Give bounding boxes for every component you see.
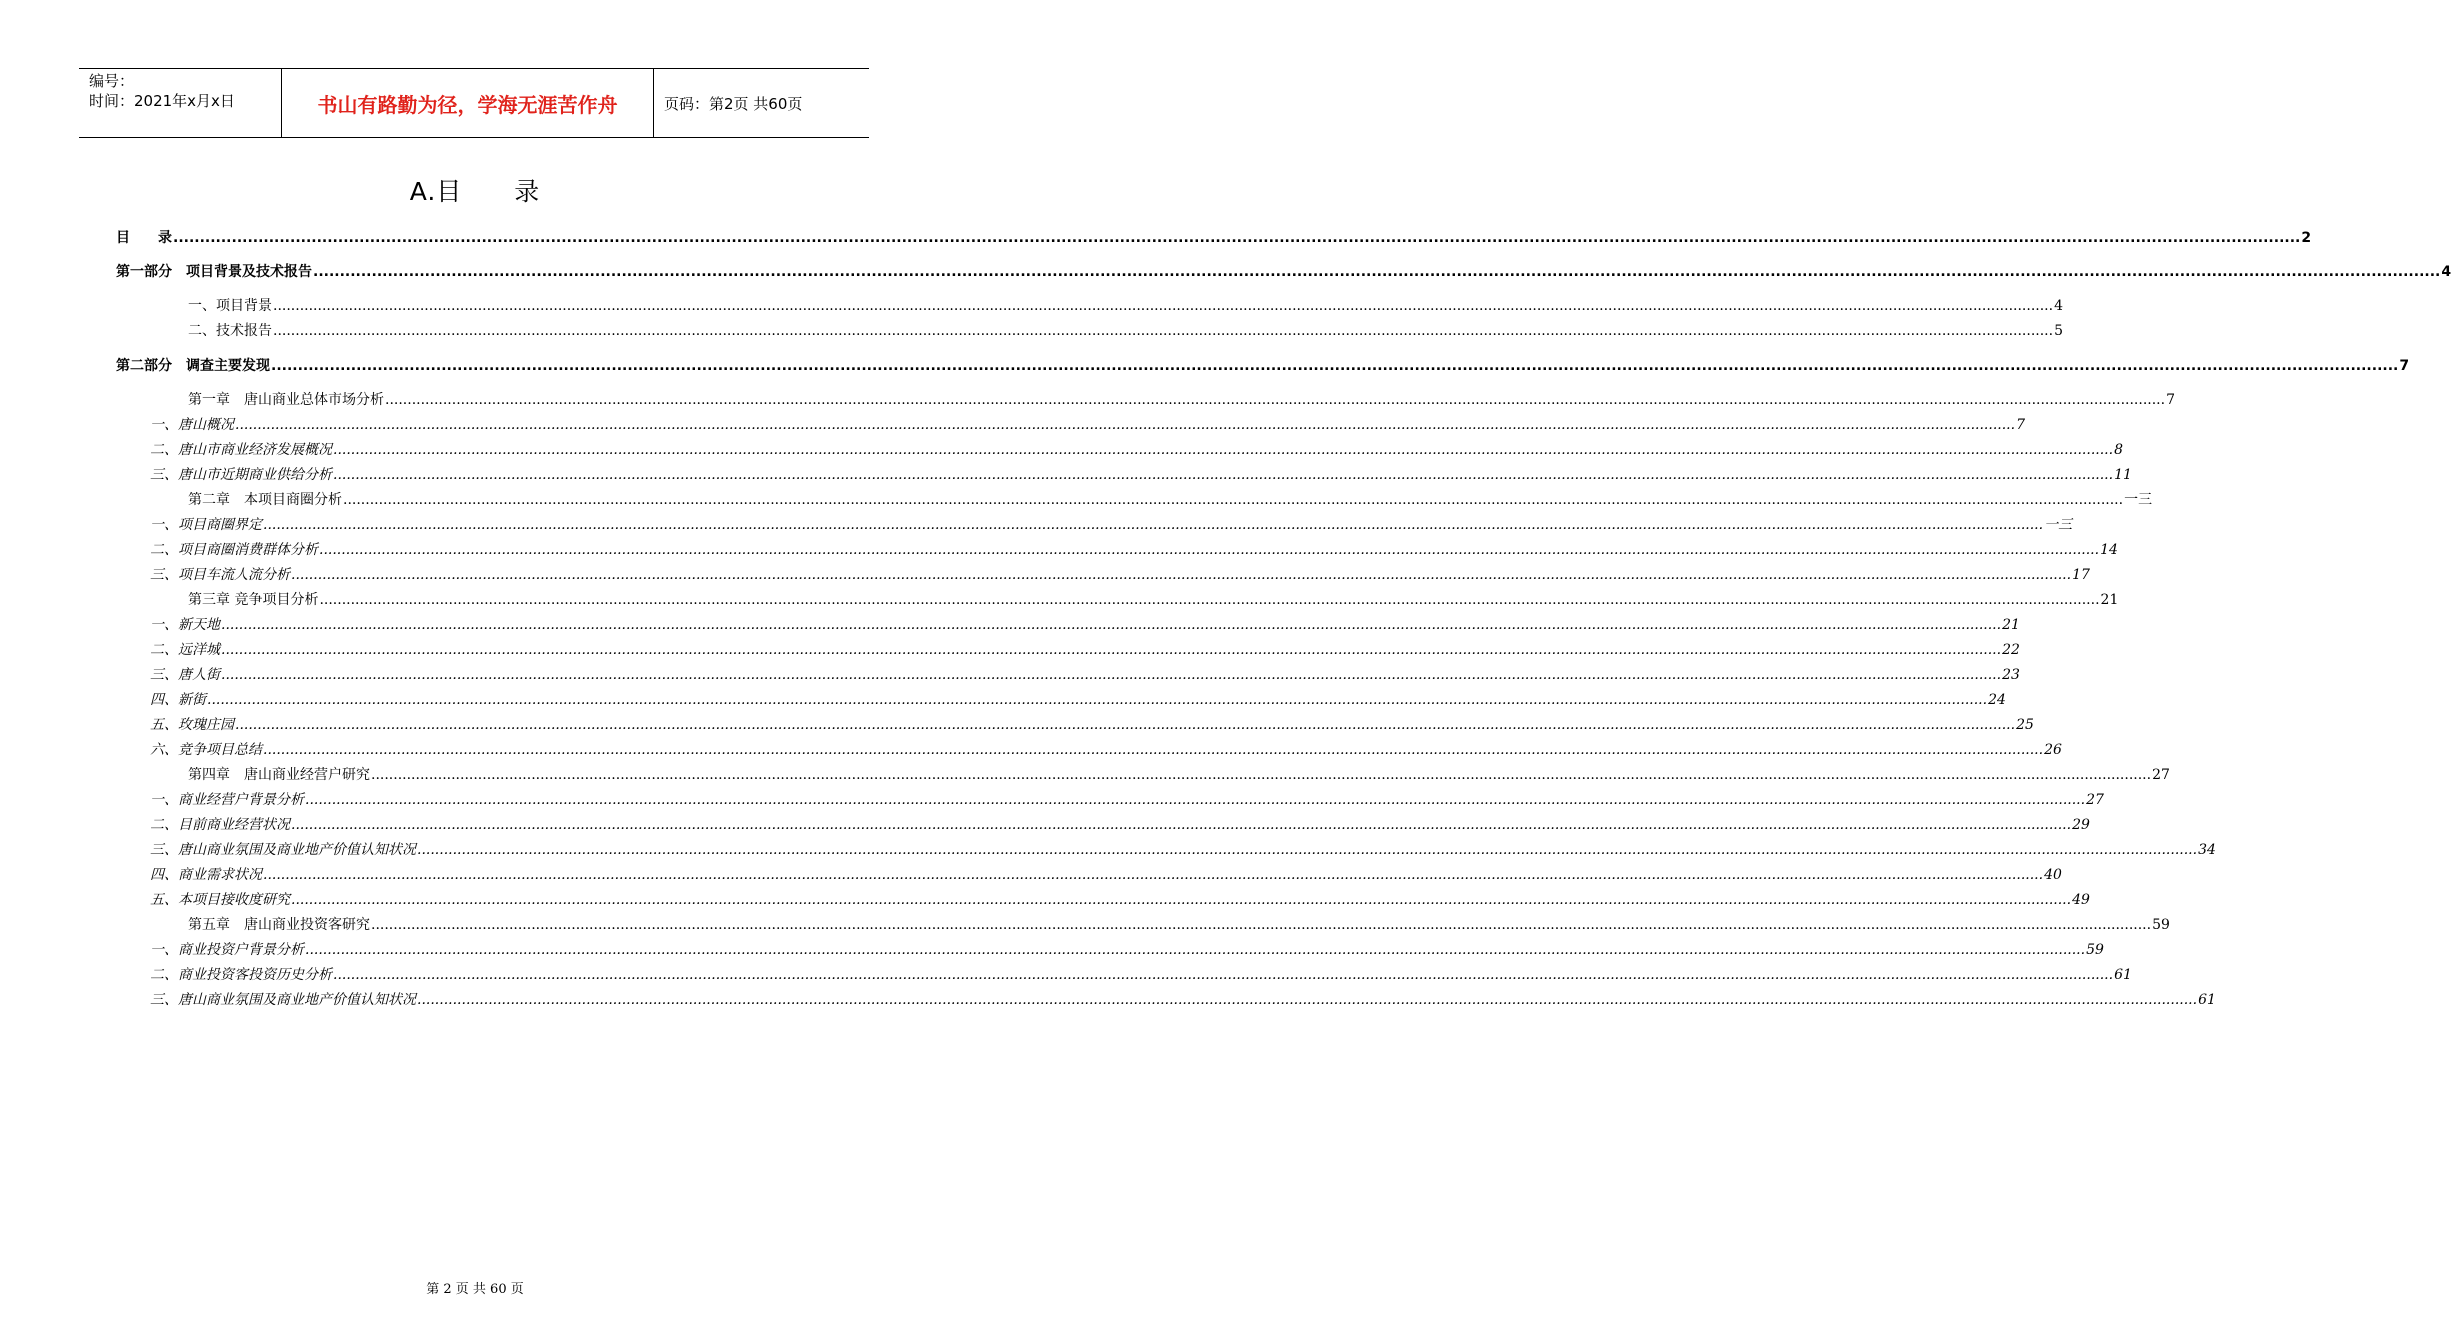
toc-entry-page: 26 (2044, 742, 2062, 758)
toc-entry[interactable] (150, 838, 2216, 862)
toc-leader-dots: ................................................................................................................................................................................................................................................................................................................................................................................................................ (385, 392, 2166, 408)
toc-entry[interactable] (150, 563, 2090, 587)
toc-entry-page: 17 (2072, 567, 2090, 583)
toc-entry-page: 25 (2016, 717, 2034, 733)
toc-entry-page: 24 (1988, 692, 2006, 708)
toc-entry[interactable] (150, 863, 2062, 887)
toc-entry[interactable] (150, 938, 2104, 962)
toc-entry[interactable] (150, 813, 2090, 837)
header-motto: 书山有路勤为径，学海无涯苦作舟 (317, 92, 618, 117)
toc-entry-page: 7 (2166, 392, 2175, 408)
toc-leader-dots: ................................................................................................................................................................................................................................................................................................................................................................................................................ (291, 567, 2072, 583)
toc-entry-label: 二、技术报告 (188, 323, 272, 339)
toc-leader-dots: ................................................................................................................................................................................................................................................................................................................................................................................................................ (319, 592, 2100, 608)
toc-entry[interactable] (116, 260, 2451, 284)
toc-entry-page: 49 (2072, 892, 2090, 908)
toc-entry-page: 34 (2198, 842, 2216, 858)
toc-entry-label: 三、唐山市近期商业供给分析 (150, 467, 332, 483)
toc-entry-label: 四、商业需求状况 (150, 867, 262, 883)
toc-leader-dots: ................................................................................................................................................................................................................................................................................................................................................................................................................ (417, 992, 2198, 1008)
toc-entry[interactable] (150, 688, 2006, 712)
toc-entry-page: 40 (2044, 867, 2062, 883)
toc-entry-label: 三、唐山商业氛围及商业地产价值认知状况 (150, 842, 416, 858)
toc-entry[interactable] (150, 613, 2020, 637)
toc-entry-page: 5 (2054, 323, 2063, 339)
toc-entry-page: 61 (2114, 967, 2132, 983)
toc-entry-page: 59 (2086, 942, 2104, 958)
toc-entry-page: 14 (2100, 542, 2118, 558)
toc-leader-dots: ................................................................................................................................................................................................................................................................................................................................................................................................................ (333, 967, 2114, 983)
toc-entry-page: 59 (2152, 917, 2170, 933)
toc-leader-dots: ................................................................................................................................................................................................................................................................................................................................................................................................................ (371, 767, 2152, 783)
document-number-label: 编号： (89, 72, 135, 90)
toc-entry-label: 五、玫瑰庄园 (150, 717, 234, 733)
toc-entry-page: 23 (2002, 667, 2020, 683)
toc-leader-dots: ................................................................................................................................................................................................................................................................................................................................................................................................................ (417, 842, 2198, 858)
toc-entry-page: 21 (2002, 617, 2020, 633)
document-time-label: 时间：2021年x月x日 (89, 92, 235, 110)
toc-entry[interactable] (116, 354, 2410, 378)
toc-entry-page: 一三 (2124, 492, 2153, 508)
toc-entry[interactable] (150, 988, 2216, 1012)
toc-entry[interactable] (188, 294, 2063, 318)
toc-entry-label: 三、项目车流人流分析 (150, 567, 290, 583)
toc-entry-label: 二、项目商圈消费群体分析 (150, 542, 318, 558)
toc-entry[interactable] (150, 438, 2123, 462)
toc-entry[interactable] (150, 788, 2104, 812)
toc-entry[interactable] (188, 913, 2170, 937)
toc-leader-dots: ................................................................................................................................................................................................................................................................................................................................................................................................................ (173, 230, 2301, 246)
toc-leader-dots: ................................................................................................................................................................................................................................................................................................................................................................................................................ (371, 917, 2152, 933)
toc-entry-page: 27 (2152, 767, 2170, 783)
toc-entry[interactable] (150, 738, 2062, 762)
toc-leader-dots: ................................................................................................................................................................................................................................................................................................................................................................................................................ (263, 867, 2044, 883)
toc-entry[interactable] (116, 226, 2312, 250)
toc-entry-page: 7 (2399, 358, 2410, 374)
toc-entry-label: 二、目前商业经营状况 (150, 817, 290, 833)
toc-entry[interactable] (150, 713, 2034, 737)
toc-leader-dots: ................................................................................................................................................................................................................................................................................................................................................................................................................ (343, 492, 2124, 508)
toc-entry[interactable] (150, 963, 2132, 987)
toc-entry-label: 二、商业投资客投资历史分析 (150, 967, 332, 983)
toc-leader-dots: ................................................................................................................................................................................................................................................................................................................................................................................................................ (305, 792, 2086, 808)
toc-entry-page: 一三 (2044, 517, 2073, 533)
toc-entry-label: 二、唐山市商业经济发展概况 (150, 442, 332, 458)
toc-entry-label: 目 录 (116, 230, 172, 246)
toc-entry[interactable] (188, 488, 2153, 512)
toc-entry-label: 一、项目商圈界定 (150, 517, 262, 533)
toc-entry-label: 一、商业经营户背景分析 (150, 792, 304, 808)
toc-leader-dots: ................................................................................................................................................................................................................................................................................................................................................................................................................ (263, 742, 2044, 758)
toc-entry-page: 11 (2114, 467, 2132, 483)
toc-entry-label: 第二部分 调查主要发现 (116, 358, 270, 374)
toc-leader-dots: ................................................................................................................................................................................................................................................................................................................................................................................................................ (305, 942, 2086, 958)
toc-leader-dots: ................................................................................................................................................................................................................................................................................................................................................................................................................ (333, 442, 2114, 458)
toc-entry-label: 一、商业投资户背景分析 (150, 942, 304, 958)
toc-title: A.目 录 (409, 177, 541, 206)
toc-leader-dots: ................................................................................................................................................................................................................................................................................................................................................................................................................ (333, 467, 2114, 483)
toc-entry[interactable] (188, 388, 2175, 412)
toc-entry-page: 22 (2002, 642, 2020, 658)
toc-entry[interactable] (150, 663, 2020, 687)
toc-entry-label: 六、竞争项目总结 (150, 742, 262, 758)
toc-entry[interactable] (188, 588, 2119, 612)
toc-entry-page: 4 (2441, 264, 2451, 280)
toc-entry-label: 一、项目背景 (188, 298, 272, 314)
toc-entry[interactable] (188, 319, 2063, 343)
toc-entry-page: 27 (2086, 792, 2104, 808)
toc-leader-dots: ................................................................................................................................................................................................................................................................................................................................................................................................................ (273, 323, 2054, 339)
toc-entry-label: 四、新街 (150, 692, 206, 708)
toc-entry[interactable] (150, 888, 2090, 912)
toc-entry-label: 三、唐山商业氛围及商业地产价值认知状况 (150, 992, 416, 1008)
toc-entry-page: 21 (2100, 592, 2119, 608)
toc-entry[interactable] (150, 538, 2118, 562)
toc-leader-dots: ................................................................................................................................................................................................................................................................................................................................................................................................................ (319, 542, 2100, 558)
toc-entry-label: 第二章 本项目商圈分析 (188, 492, 342, 508)
toc-entry-label: 第三章 竞争项目分析 (188, 592, 319, 608)
toc-leader-dots: ................................................................................................................................................................................................................................................................................................................................................................................................................ (207, 692, 1988, 708)
toc-entry[interactable] (150, 413, 2025, 437)
toc-leader-dots: ................................................................................................................................................................................................................................................................................................................................................................................................................ (235, 417, 2016, 433)
toc-entry[interactable] (150, 638, 2020, 662)
toc-leader-dots: ................................................................................................................................................................................................................................................................................................................................................................................................................ (313, 264, 2441, 280)
toc-leader-dots: ................................................................................................................................................................................................................................................................................................................................................................................................................ (221, 667, 2002, 683)
header-page-info: 页码：第2页 共60页 (664, 94, 803, 113)
toc-entry-page: 7 (2016, 417, 2025, 433)
toc-leader-dots: ................................................................................................................................................................................................................................................................................................................................................................................................................ (273, 298, 2054, 314)
toc-leader-dots: ................................................................................................................................................................................................................................................................................................................................................................................................................ (271, 358, 2399, 374)
toc-entry[interactable] (188, 763, 2170, 787)
toc-entry[interactable] (150, 513, 2073, 537)
toc-leader-dots: ................................................................................................................................................................................................................................................................................................................................................................................................................ (263, 517, 2044, 533)
toc-entry-label: 一、唐山概况 (150, 417, 234, 433)
toc-entry-page: 2 (2301, 230, 2312, 246)
toc-entry-page: 29 (2072, 817, 2090, 833)
toc-entry-label: 第五章 唐山商业投资客研究 (188, 917, 370, 933)
toc-entry-label: 一、新天地 (150, 617, 220, 633)
toc-entry-page: 4 (2054, 298, 2063, 314)
toc-entry-label: 二、远洋城 (150, 642, 220, 658)
toc-entry-label: 第一章 唐山商业总体市场分析 (188, 392, 384, 408)
toc-entry-page: 8 (2114, 442, 2123, 458)
toc-entry-label: 五、本项目接收度研究 (150, 892, 290, 908)
toc-leader-dots: ................................................................................................................................................................................................................................................................................................................................................................................................................ (235, 717, 2016, 733)
toc-leader-dots: ................................................................................................................................................................................................................................................................................................................................................................................................................ (291, 817, 2072, 833)
toc-leader-dots: ................................................................................................................................................................................................................................................................................................................................................................................................................ (221, 617, 2002, 633)
toc-entry[interactable] (150, 463, 2132, 487)
toc-leader-dots: ................................................................................................................................................................................................................................................................................................................................................................................................................ (291, 892, 2072, 908)
toc-leader-dots: ................................................................................................................................................................................................................................................................................................................................................................................................................ (221, 642, 2002, 658)
toc-entry-label: 第四章 唐山商业经营户研究 (188, 767, 370, 783)
page-footer: 第 2 页 共 60 页 (426, 1282, 524, 1297)
toc-entry-page: 61 (2198, 992, 2216, 1008)
toc-entry-label: 三、唐人街 (150, 667, 220, 683)
toc-entry-label: 第一部分 项目背景及技术报告 (116, 264, 312, 280)
